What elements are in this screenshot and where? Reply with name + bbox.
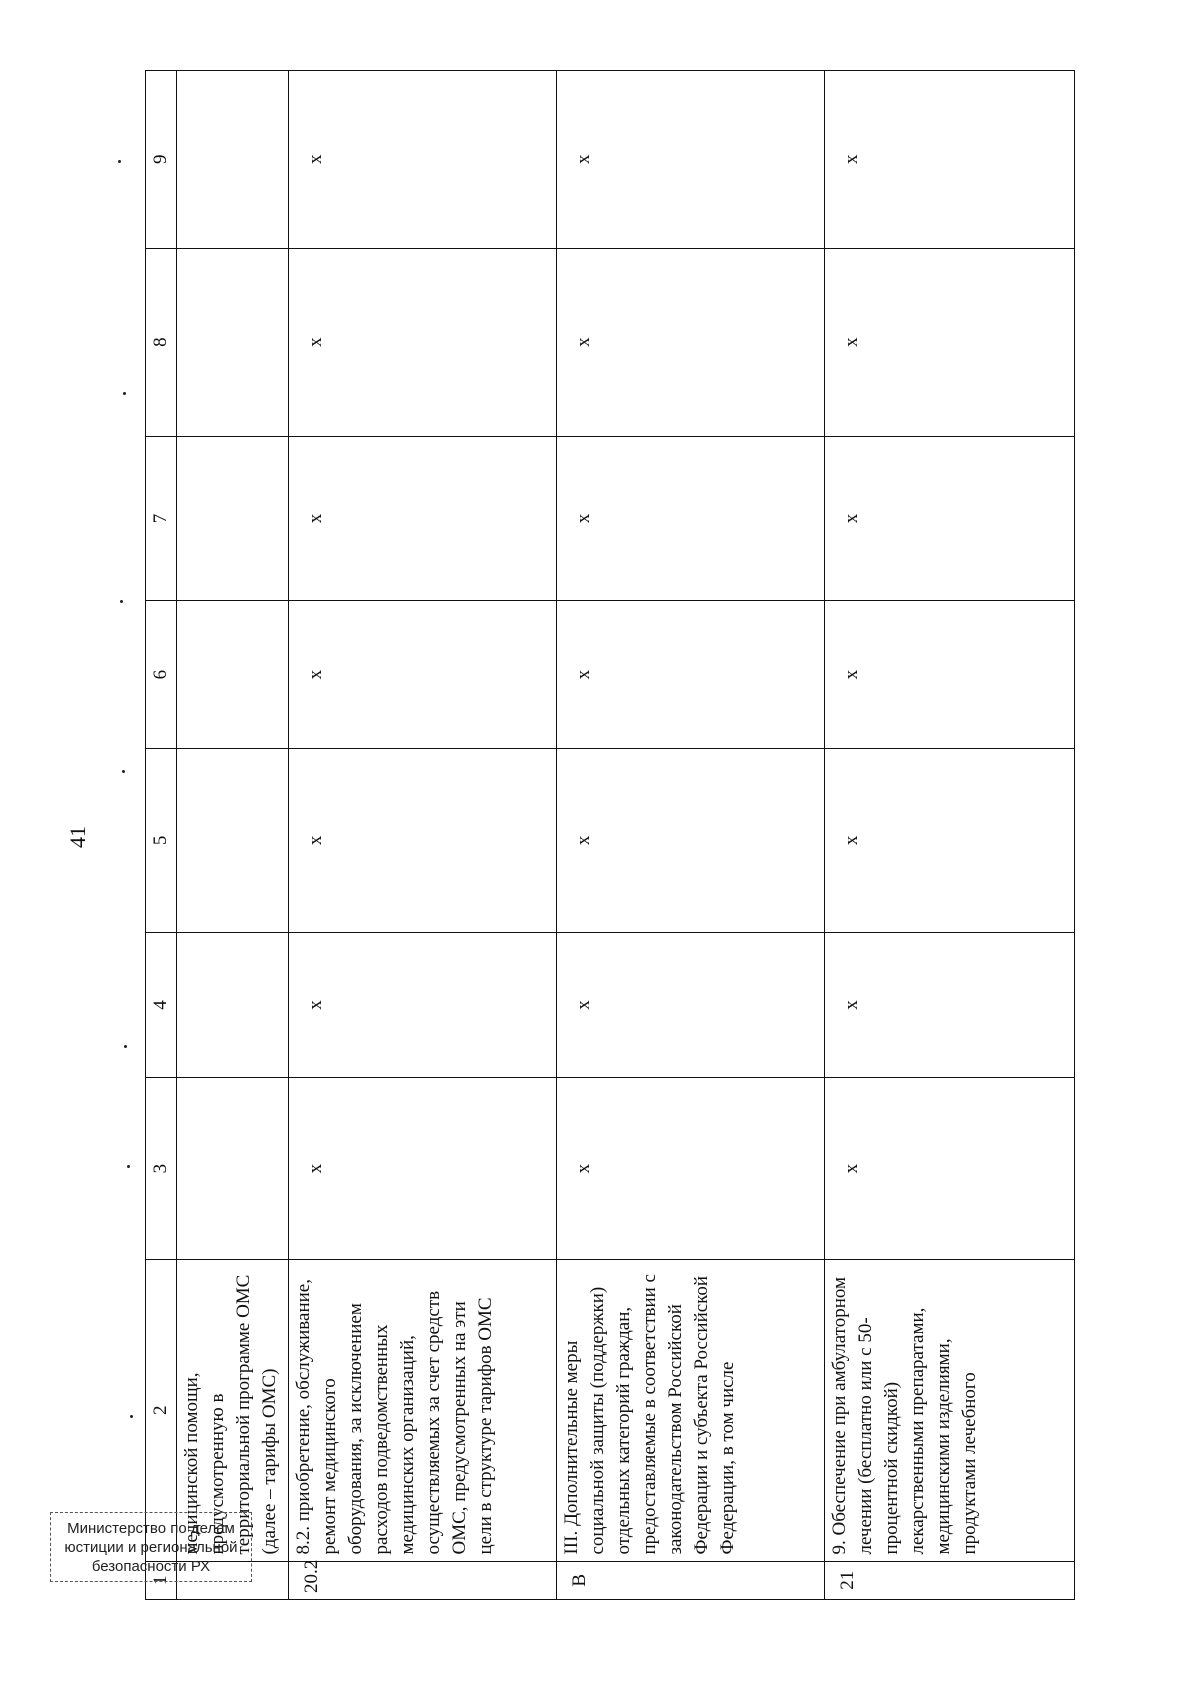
scan-speck (127, 1165, 130, 1168)
row-description: 8.2. приобретение, обслуживание, ремонт медицинского оборудования, за исключением расходов подведомственных медицинских организаций, осуществляемых за счет средств ОМС, предусмотренных на эти цели в структуре тарифов ОМС (289, 1260, 557, 1562)
header-cell-3: 3 (146, 1078, 177, 1260)
scan-speck (124, 1045, 127, 1048)
value-cell (177, 932, 289, 1077)
scan-speck (118, 160, 121, 163)
value-cell: x (289, 1078, 557, 1260)
value-cell (177, 1078, 289, 1260)
table-row (289, 71, 557, 1600)
value-cell: x (557, 748, 825, 932)
scan-speck (123, 392, 126, 395)
row-number: В (557, 1561, 825, 1599)
value-cell (177, 248, 289, 436)
value-cell: x (557, 71, 825, 249)
header-cell-5: 5 (146, 748, 177, 932)
scan-speck (120, 600, 123, 603)
stamp-line: юстиции и региональной (64, 1539, 238, 1556)
ministry-stamp (50, 1512, 252, 1582)
scan-speck (122, 770, 125, 773)
table-row (825, 71, 1075, 1600)
value-cell: x (825, 932, 1075, 1077)
value-cell: x (825, 1078, 1075, 1260)
value-cell: x (289, 748, 557, 932)
value-cell: x (557, 1078, 825, 1260)
row-number: 21 (825, 1561, 1075, 1599)
value-cell: x (289, 601, 557, 749)
value-cell (177, 601, 289, 749)
stamp-line: Министерство по делам (67, 1520, 235, 1537)
header-row (146, 71, 177, 1600)
row-number: 20.2 (289, 1561, 557, 1599)
row-description: III. Дополнительные меры социальной защиты (поддержки) отдельных категорий граждан, предоставляемые в соответствии с законодательством Российской Федерации и субъекта Российской Федерации, в том числе (557, 1260, 825, 1562)
header-cell-2: 2 (146, 1260, 177, 1562)
value-cell: x (825, 71, 1075, 249)
value-cell: x (289, 248, 557, 436)
value-cell: x (825, 436, 1075, 601)
row-description: 9. Обеспечение при амбулаторном лечении (бесплатно или с 50-процентной скидкой) лекарственными препаратами, медицинскими изделиями, продуктами лечебного (825, 1260, 1075, 1562)
value-cell: x (557, 601, 825, 749)
value-cell: x (289, 436, 557, 601)
value-cell: x (825, 748, 1075, 932)
value-cell: x (825, 601, 1075, 749)
value-cell (177, 436, 289, 601)
header-cell-1: 1 (146, 1561, 177, 1599)
header-cell-6: 6 (146, 601, 177, 749)
value-cell: x (557, 248, 825, 436)
value-cell: x (557, 436, 825, 601)
value-cell: x (289, 71, 557, 249)
header-cell-8: 8 (146, 248, 177, 436)
rotated-table-container (145, 70, 1075, 1600)
table-row (177, 71, 289, 1600)
header-cell-4: 4 (146, 932, 177, 1077)
document-table (145, 70, 1075, 1600)
header-cell-7: 7 (146, 436, 177, 601)
value-cell (177, 748, 289, 932)
scan-speck (130, 1415, 133, 1418)
value-cell: x (557, 932, 825, 1077)
page-number: 41 (65, 826, 90, 848)
value-cell: x (825, 248, 1075, 436)
row-description: медицинской помощи, предусмотренную в территориальной программе ОМС (далее – тарифы ОМС) (177, 1260, 289, 1562)
value-cell: x (289, 932, 557, 1077)
header-cell-9: 9 (146, 71, 177, 249)
value-cell (177, 71, 289, 249)
stamp-line: безопасности РХ (91, 1558, 211, 1575)
table-row (557, 71, 825, 1600)
